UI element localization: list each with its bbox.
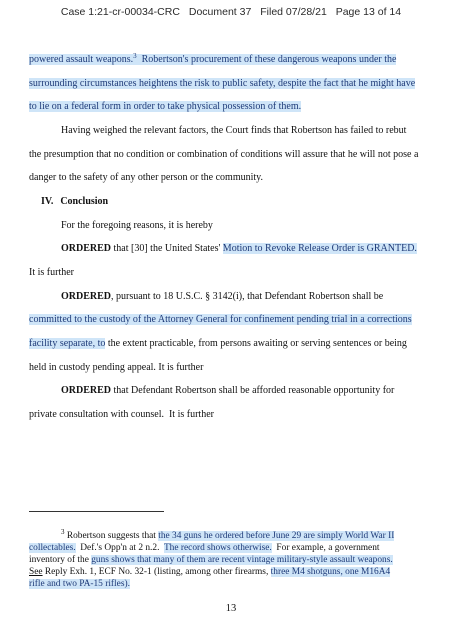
highlight: committed to the custody of the Attorney General for confinement pending trial in a corrections <box>29 314 412 325</box>
section-heading <box>41 195 108 208</box>
footnote-line <box>29 578 130 590</box>
text: powered assault weapons. <box>29 54 134 65</box>
footnote-line <box>61 530 394 542</box>
highlight: The record shows otherwise. <box>163 543 272 553</box>
highlight: to lie on a federal form in order to take physical possession of them. <box>29 101 302 112</box>
ordered-label: ORDERED <box>61 385 112 396</box>
text: inventory of the <box>29 555 92 565</box>
ordered-label: ORDERED <box>61 291 112 302</box>
body-line <box>61 290 383 303</box>
footnote-number: 3 <box>61 528 65 536</box>
footnote-divider <box>29 511 164 512</box>
body-line: private consultation with counsel. It is further <box>29 409 214 420</box>
highlight: guns shows that many of them are recent vintage military-style assault weapons. <box>91 555 393 565</box>
page-header <box>0 6 462 18</box>
body-line <box>29 100 301 113</box>
highlight: three M4 shotguns, one M16A4 <box>270 567 391 577</box>
text: Def.'s Opp'n at 2 n.2. <box>75 543 164 553</box>
section-title: Conclusion <box>60 196 109 207</box>
highlight: surrounding circumstances heightens the risk to public safety, despite the fact that he might have <box>29 78 416 89</box>
text: Robertson suggests that <box>64 531 159 541</box>
text: Robertson's procurement of these dangerous weapons under the <box>136 54 397 65</box>
page-indicator: Page 13 of 14 <box>335 6 402 18</box>
text: For example, a government <box>271 543 380 553</box>
page-number: 13 <box>225 603 237 614</box>
text: that Defendant Robertson shall be afforded reasonable opportunity for <box>111 385 395 396</box>
footnote-ref[interactable]: 3 <box>133 52 137 60</box>
body-line: For the foregoing reasons, it is hereby <box>61 220 213 231</box>
body-line: danger to the safety of any other person or the community. <box>29 172 264 183</box>
body-line <box>61 242 417 255</box>
body-line: the presumption that no condition or combination of conditions will assure that he will not pose a <box>29 149 419 160</box>
highlight: Motion to Revoke Release Order is GRANTED. <box>222 243 417 254</box>
body-line <box>29 313 412 326</box>
footnote-line <box>29 566 390 578</box>
section-number: IV. <box>41 196 54 207</box>
document-number: Document 37 <box>188 6 252 18</box>
body-line: It is further <box>29 267 74 278</box>
text: , pursuant to 18 U.S.C. § 3142(i), that Defendant Robertson shall be <box>111 291 384 302</box>
highlight: facility separate, to <box>29 338 106 349</box>
highlight: rifle and two PA-15 rifles). <box>29 579 130 589</box>
body-line <box>29 77 415 90</box>
signal-see: See <box>29 567 43 577</box>
text: the extent practicable, from persons awaiting or serving sentences or being <box>105 338 407 349</box>
text: that [30] the United States' <box>111 243 223 254</box>
ordered-label: ORDERED <box>61 243 112 254</box>
highlight <box>29 54 396 65</box>
body-line: held in custody pending appeal. It is further <box>29 362 204 373</box>
highlight: collectables. <box>29 543 76 553</box>
body-line <box>29 337 407 350</box>
body-line <box>61 384 394 397</box>
footnote-line <box>29 542 380 554</box>
footnote-line <box>29 554 393 566</box>
case-number: Case 1:21-cr-00034-CRC <box>60 6 180 18</box>
text: Reply Exh. 1, ECF No. 32-1 (listing, among other firearms, <box>42 567 271 577</box>
filed-date: Filed 07/28/21 <box>260 6 327 18</box>
body-line: Having weighed the relevant factors, the Court finds that Robertson has failed to rebut <box>61 125 407 136</box>
body-line <box>29 53 396 66</box>
highlight: the 34 guns he ordered before June 29 are simply World War II <box>158 531 395 541</box>
